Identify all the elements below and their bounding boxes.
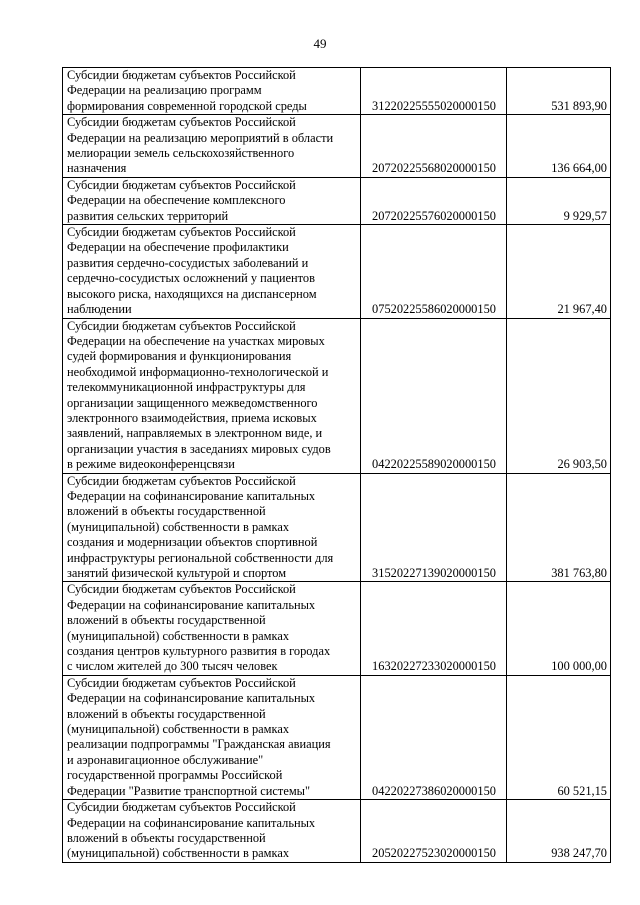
- budget-classification-code: 04220225589020000150: [361, 318, 507, 473]
- description-line: развития сердечно-сосудистых заболеваний и: [67, 255, 309, 270]
- subsidies-table-body: [63, 68, 611, 863]
- table-row: [63, 225, 611, 318]
- description-line: Федерации на софинансирование капитальных: [67, 815, 316, 830]
- description-line: инфраструктуры региональной собственности для: [67, 550, 334, 565]
- description-line: сердечно-сосудистых осложнений у пациентов: [67, 271, 315, 286]
- subsidy-description: [63, 675, 361, 799]
- description-line: занятий физической культурой и спортом: [67, 566, 287, 580]
- subsidy-description: [63, 473, 361, 582]
- table-row: [63, 115, 611, 178]
- description-line: судей формирования и функционирования: [67, 349, 292, 364]
- description-line: вложений в объекты государственной: [67, 706, 266, 721]
- subsidy-description: [63, 115, 361, 178]
- table-row: [63, 473, 611, 582]
- description-line: Федерации на обеспечение на участках мировых: [67, 333, 325, 348]
- description-line: вложений в объекты государственной: [67, 504, 266, 519]
- description-line: реализации подпрограммы "Гражданская авиация: [67, 737, 331, 752]
- description-line: Федерации на обеспечение комплексного: [67, 193, 286, 208]
- description-line: государственной программы Российской: [67, 768, 283, 783]
- description-line: организации участия в заседаниях мировых судов: [67, 441, 331, 456]
- table-row: [63, 800, 611, 863]
- subsidy-description: [63, 318, 361, 473]
- description-line: вложений в объекты государственной: [67, 613, 266, 628]
- description-line: необходимой информационно-технологической и: [67, 364, 329, 379]
- description-line: Федерации на обеспечение профилактики: [67, 240, 289, 255]
- description-line: Федерации на софинансирование капитальных: [67, 597, 316, 612]
- description-line: Федерации на реализацию мероприятий в области: [67, 130, 334, 145]
- table-row: [63, 582, 611, 675]
- description-line: Федерации на реализацию программ: [67, 83, 262, 98]
- description-line: Субсидии бюджетам субъектов Российской: [67, 582, 296, 597]
- subsidy-amount: 381 763,80: [507, 473, 611, 582]
- budget-classification-code: 20520227523020000150: [361, 800, 507, 863]
- table-row: [63, 177, 611, 224]
- subsidy-description: [63, 177, 361, 224]
- description-line: развития сельских территорий: [67, 208, 229, 223]
- budget-classification-code: 04220227386020000150: [361, 675, 507, 799]
- subsidies-table: [62, 67, 611, 863]
- description-line: Федерации на софинансирование капитальных: [67, 488, 316, 503]
- subsidy-amount: 9 929,57: [507, 177, 611, 224]
- description-line: Федерации на софинансирование капитальных: [67, 691, 316, 706]
- description-line: Субсидии бюджетам субъектов Российской: [67, 115, 296, 130]
- description-line: (муниципальной) собственности в рамках: [67, 722, 290, 737]
- description-line: телекоммуникационной инфраструктуры для: [67, 380, 306, 395]
- description-line: электронного взаимодействия, приема исковых: [67, 410, 317, 425]
- table-row: [63, 675, 611, 799]
- table-row: [63, 68, 611, 115]
- budget-classification-code: 16320227233020000150: [361, 582, 507, 675]
- budget-classification-code: 31220225555020000150: [361, 68, 507, 115]
- description-line: и аэронавигационное обслуживание": [67, 752, 264, 767]
- subsidy-description: [63, 582, 361, 675]
- description-line: Субсидии бюджетам субъектов Российской: [67, 177, 296, 192]
- budget-classification-code: 20720225576020000150: [361, 177, 507, 224]
- description-line: (муниципальной) собственности в рамках: [67, 519, 290, 534]
- description-line: высокого риска, находящихся на диспансерном: [67, 286, 317, 301]
- page-number: 49: [313, 36, 327, 51]
- subsidy-amount: 60 521,15: [507, 675, 611, 799]
- description-line: Субсидии бюджетам субъектов Российской: [67, 800, 296, 815]
- subsidy-amount: 100 000,00: [507, 582, 611, 675]
- description-line: создания и модернизации объектов спортивной: [67, 535, 318, 550]
- description-line: создания центров культурного развития в городах: [67, 644, 331, 659]
- subsidy-amount: 21 967,40: [507, 225, 611, 318]
- description-line: вложений в объекты государственной: [67, 830, 266, 845]
- subsidy-description: [63, 68, 361, 115]
- description-line: формирования современной городской среды: [67, 98, 307, 113]
- description-line: Субсидии бюджетам субъектов Российской: [67, 68, 296, 82]
- description-line: Субсидии бюджетам субъектов Российской: [67, 318, 296, 333]
- description-line: Субсидии бюджетам субъектов Российской: [67, 675, 296, 690]
- description-line: мелиорации земель сельскохозяйственного: [67, 146, 295, 161]
- subsidy-amount: 938 247,70: [507, 800, 611, 863]
- description-line: в режиме видеоконференцсвязи: [67, 457, 235, 472]
- budget-classification-code: 07520225586020000150: [361, 225, 507, 318]
- description-line: с числом жителей до 300 тысяч человек: [67, 659, 278, 674]
- subsidy-amount: 26 903,50: [507, 318, 611, 473]
- description-line: Субсидии бюджетам субъектов Российской: [67, 473, 296, 488]
- table-row: [63, 318, 611, 473]
- description-line: (муниципальной) собственности в рамках: [67, 846, 290, 861]
- description-line: Субсидии бюджетам субъектов Российской: [67, 225, 296, 240]
- subsidy-description: [63, 225, 361, 318]
- description-line: назначения: [67, 161, 127, 176]
- subsidy-amount: 531 893,90: [507, 68, 611, 115]
- description-line: заявлений, направляемых в электронном виде, и: [67, 426, 323, 441]
- budget-classification-code: 20720225568020000150: [361, 115, 507, 178]
- description-line: Федерации "Развитие транспортной системы": [67, 783, 311, 798]
- description-line: наблюдении: [67, 302, 132, 317]
- subsidy-amount: 136 664,00: [507, 115, 611, 178]
- description-line: (муниципальной) собственности в рамках: [67, 628, 290, 643]
- description-line: организации защищенного межведомственного: [67, 395, 318, 410]
- budget-classification-code: 31520227139020000150: [361, 473, 507, 582]
- subsidy-description: [63, 800, 361, 863]
